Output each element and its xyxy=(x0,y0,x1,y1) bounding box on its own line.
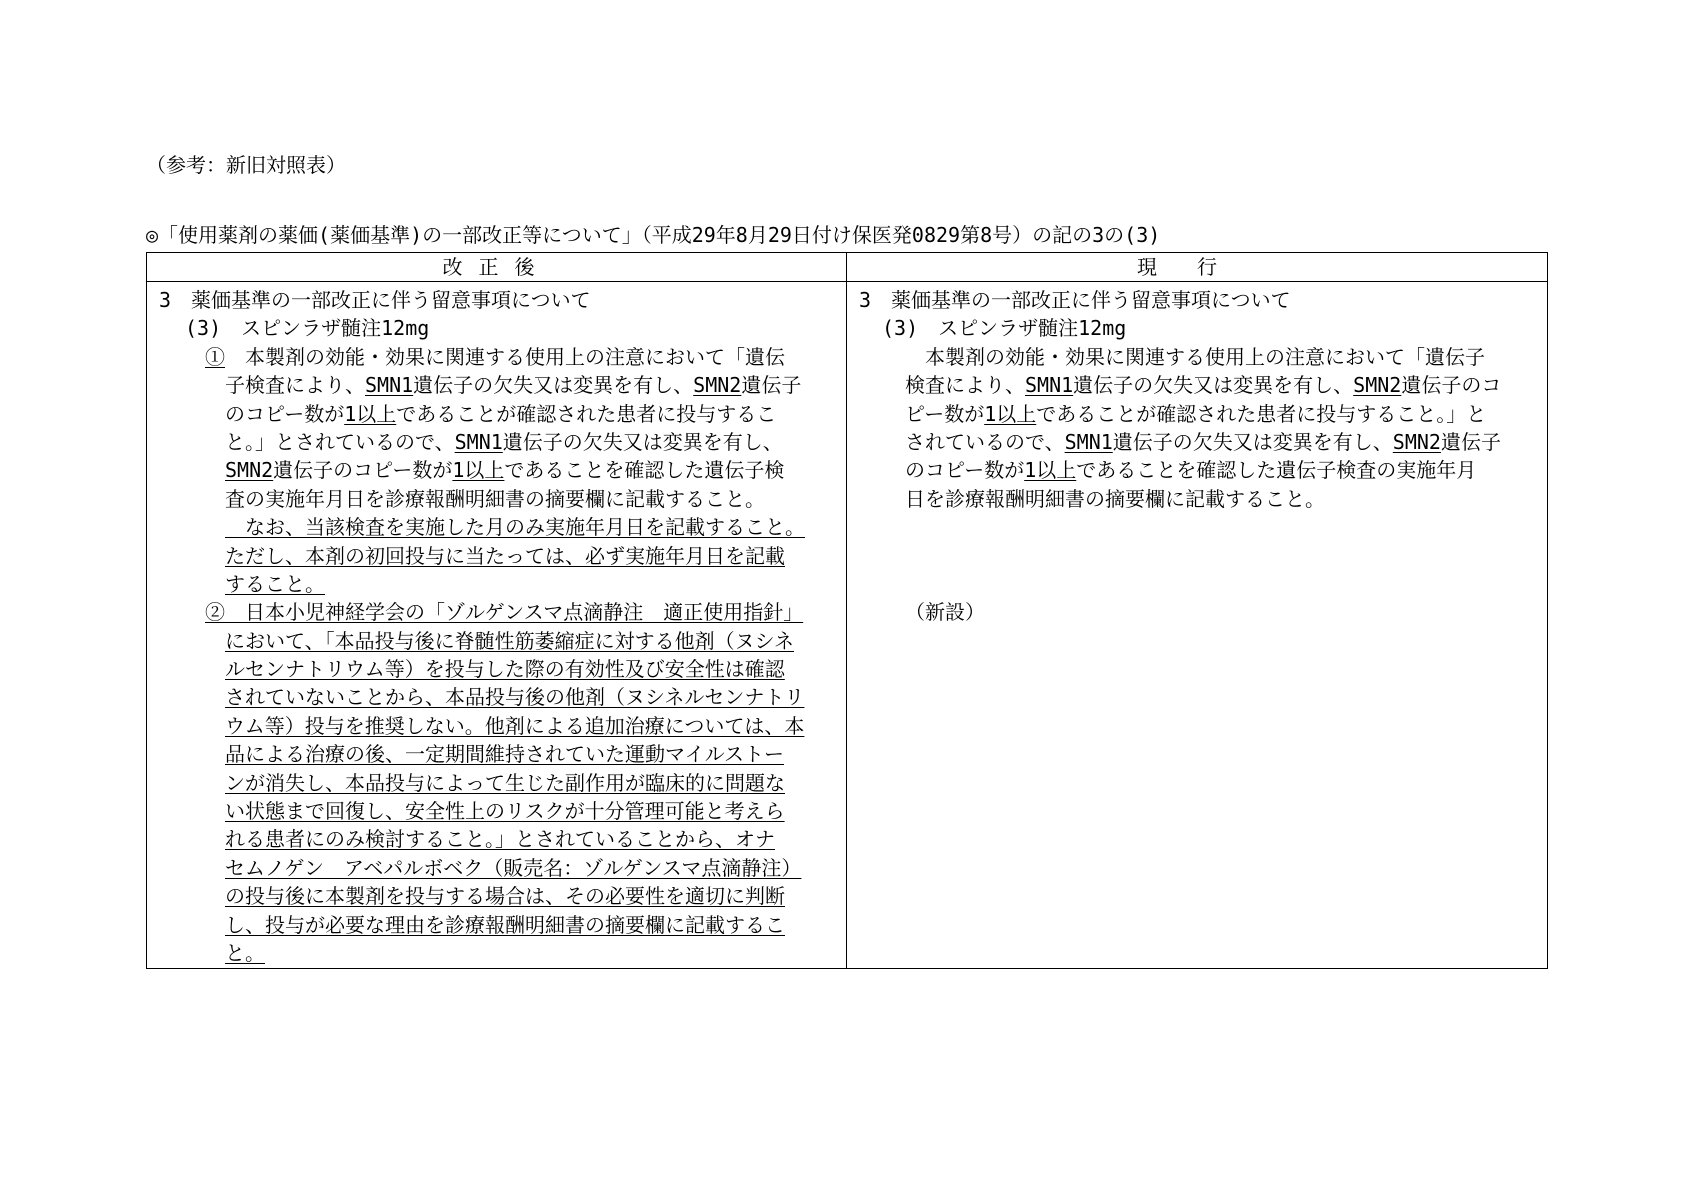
item2-line: において、「本品投与後に脊髄性筋萎縮症に対する他剤（ヌシネ xyxy=(225,628,794,653)
current-subheading: (3) スピンラザ髄注12mg xyxy=(882,316,1127,341)
current-heading: 3 薬価基準の一部改正に伴う留意事項について xyxy=(859,288,1291,312)
item1-addition: すること。 xyxy=(225,571,325,596)
item1-line: SMN2遺伝子のコピー数が1以上であることを確認した遺伝子検 xyxy=(225,458,785,483)
item2-line: ンが消失し、本品投与によって生じた副作用が臨床的に問題な xyxy=(225,770,785,795)
revised-subheading: (3) スピンラザ髄注12mg xyxy=(185,316,430,341)
item1-addition: なお、当該検査を実施した月のみ実施年月日を記載すること。 xyxy=(225,515,805,540)
item2-line: ルセンナトリウム等）を投与した際の有効性及び安全性は確認 xyxy=(225,657,785,682)
item1-line: のコピー数が1以上であることが確認された患者に投与するこ xyxy=(225,401,777,426)
item2-line: し、投与が必要な理由を診療報酬明細書の摘要欄に記載するこ xyxy=(225,912,785,937)
item1-line: 子検査により、SMN1遺伝子の欠失又は変異を有し、SMN2遺伝子 xyxy=(225,373,802,398)
header-current: 現行 xyxy=(847,253,1548,282)
item2-line: ② 日本小児神経学会の「ゾルゲンスマ点滴静注 適正使用指針」 xyxy=(205,600,804,625)
current-line: 検査により、SMN1遺伝子の欠失又は変異を有し、SMN2遺伝子のコ xyxy=(905,373,1502,398)
header-revised: 改正後 xyxy=(147,253,847,282)
current-line: ピー数が1以上であることが確認された患者に投与すること。」と xyxy=(905,401,1487,426)
item2-line: れる患者にのみ検討すること。」とされていることから、オナ xyxy=(225,827,775,852)
item2-line: されていないことから、本品投与後の他剤（ヌシネルセンナトリ xyxy=(225,685,805,710)
item1-line: と。」とされているので、SMN1遺伝子の欠失又は変異を有し、 xyxy=(225,429,783,454)
item1-line: ① 本製剤の効能・効果に関連する使用上の注意において「遺伝 xyxy=(205,344,785,369)
current-column xyxy=(847,282,1548,969)
reference-label: （参考：新旧対照表） xyxy=(146,153,346,177)
current-line: のコピー数が1以上であることを確認した遺伝子検査の実施年月 xyxy=(905,458,1477,483)
item2-line: 品による治療の後、一定期間維持されていた運動マイルストー xyxy=(225,742,784,767)
item2-line: セムノゲン アベパルボベク（販売名：ゾルゲンスマ点滴静注） xyxy=(225,855,802,880)
revised-heading: 3 薬価基準の一部改正に伴う留意事項について xyxy=(159,288,591,312)
revised-column xyxy=(147,282,847,969)
new-establishment-marker: （新設） xyxy=(905,600,985,625)
item2-marker: ② xyxy=(205,600,225,625)
item2-line: と。 xyxy=(225,940,265,965)
item2-line: い状態まで回復し、安全性上のリスクが十分管理可能と考えら xyxy=(225,799,785,824)
comparison-table xyxy=(146,252,1548,969)
current-line: されているので、SMN1遺伝子の欠失又は変異を有し、SMN2遺伝子 xyxy=(905,429,1501,454)
item2-line: ウム等）投与を推奨しない。他剤による追加治療については、本 xyxy=(225,713,805,738)
current-line: 本製剤の効能・効果に関連する使用上の注意において「遺伝子 xyxy=(905,344,1485,369)
current-line: 日を診療報酬明細書の摘要欄に記載すること。 xyxy=(905,486,1325,511)
item1-line: 査の実施年月日を診療報酬明細書の摘要欄に記載すること。 xyxy=(225,486,765,511)
item2-line: の投与後に本製剤を投与する場合は、その必要性を適切に判断 xyxy=(225,884,785,909)
document-caption: ◎「使用薬剤の薬価(薬価基準)の一部改正等について」（平成29年8月29日付け保医発0829第8号）の記の3の(3) xyxy=(146,223,1161,247)
item1-addition: ただし、本剤の初回投与に当たっては、必ず実施年月日を記載 xyxy=(225,543,785,568)
item1-marker: ① xyxy=(205,344,225,369)
